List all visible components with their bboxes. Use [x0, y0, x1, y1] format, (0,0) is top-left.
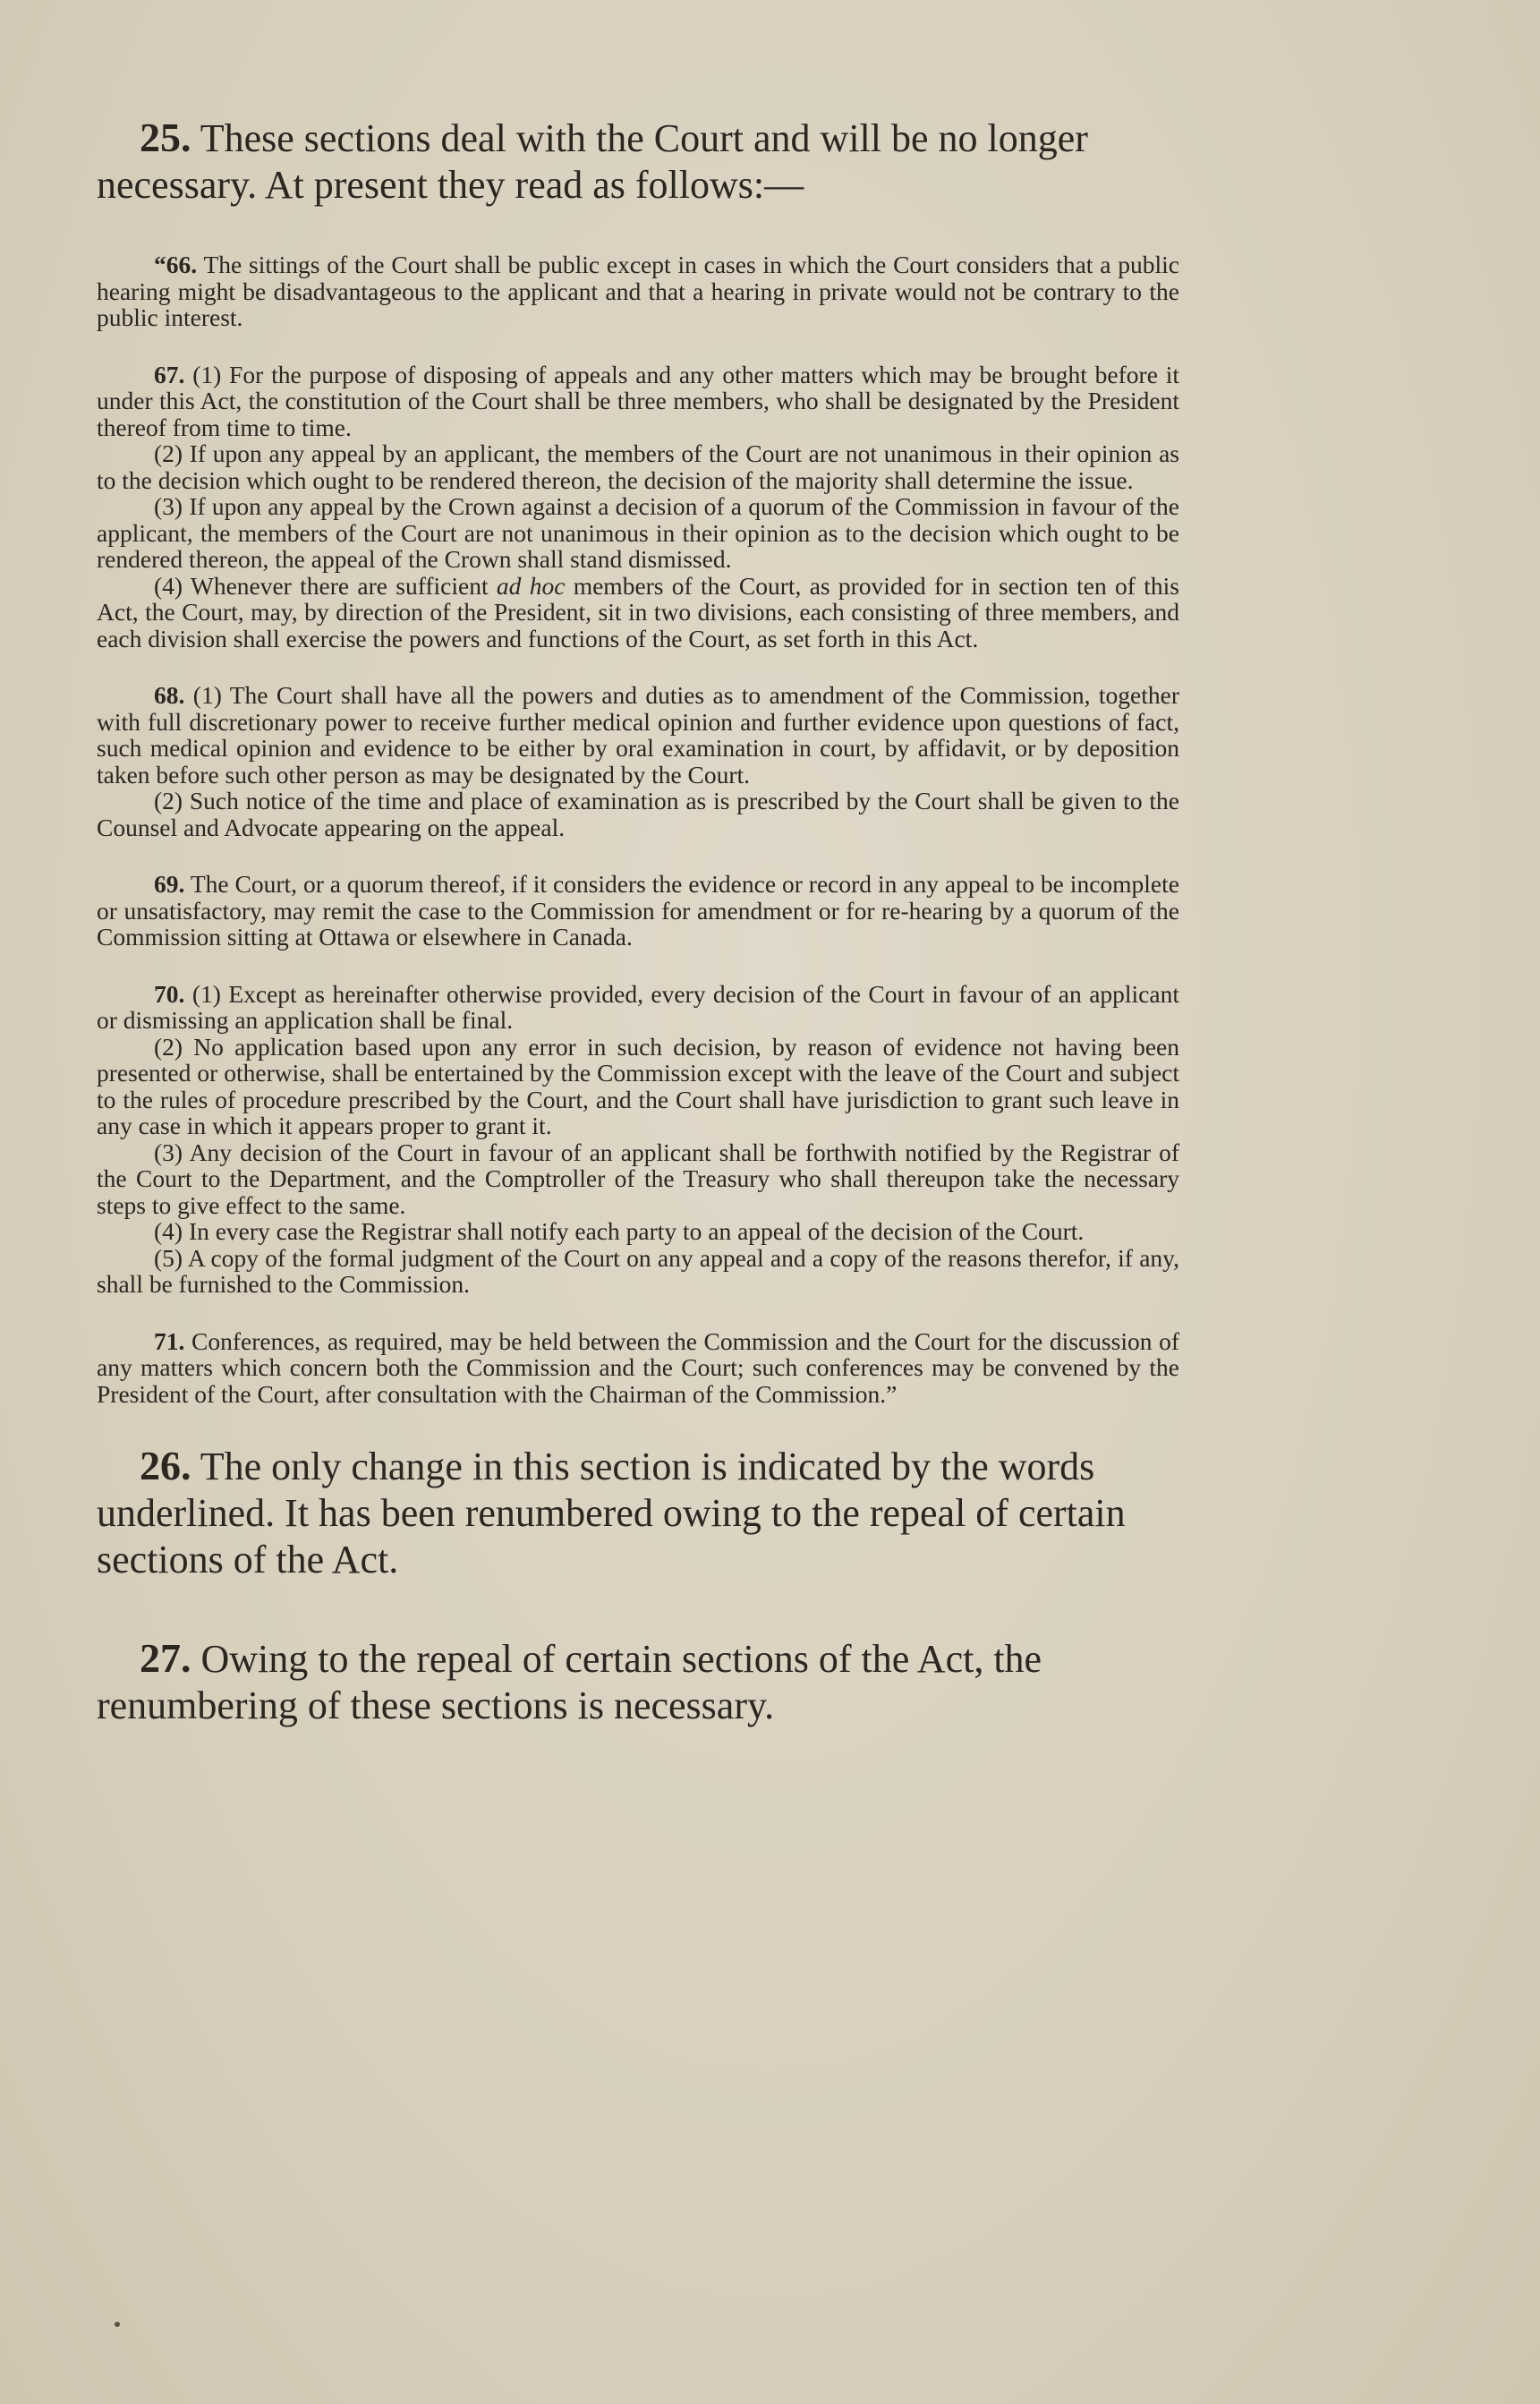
section-67-1	[97, 362, 1179, 441]
section-text: Owing to the repeal of certain sections of the Act, the renumbering of these sections is necessary.	[97, 1637, 1042, 1727]
section-text: (4) Whenever there are sufficient	[154, 571, 489, 600]
section-70-2: (2) No application based upon any error in such decision, by reason of evidence not having been presented or otherwise, shall be entertained by the Commission except with the leave of the Court and subject to the rules of procedure prescribed by the Court, and the Court shall have jurisdiction to grant such leave in any case in which it appears proper to grant it.	[97, 1032, 1179, 1139]
section-text: (1) Except as hereinafter otherwise provided, every decision of the Court in favour of an applicant or dismissing an application shall be final.	[97, 979, 1179, 1034]
section-70-4: (4) In every case the Registrar shall notify each party to an appeal of the decision of the Court.	[154, 1217, 1085, 1245]
section-67-4	[97, 573, 1179, 652]
section-70-5: (5) A copy of the formal judgment of the Court on any appeal and a copy of the reasons therefor, if any, shall be furnished to the Commission.	[97, 1243, 1179, 1298]
section-70-1	[97, 981, 1179, 1034]
section-70-3: (3) Any decision of the Court in favour of an applicant shall be forthwith notified by the Registrar of the Court to the Department, and the Comptroller of the Treasury who shall thereupon take the necessary steps to give effect to the same.	[97, 1138, 1179, 1219]
section-67-2: (2) If upon any appeal by an applicant, the members of the Court are not unanimous in their opinion as to the decision which ought to be rendered thereon, the decision of the majority shall determine the issue.	[97, 439, 1179, 494]
section-text: members of the Court, as provided for in section ten of this Act, the Court, may, by direction of the President, sit in two divisions, each consisting of three members, and each division shall exercise the powers and functions of the Court, as set forth in this Act.	[97, 571, 1179, 652]
section-text: These sections deal with the Court and will be no longer necessary. At present they read as follows:—	[97, 116, 1088, 207]
section-number: 27.	[140, 1635, 191, 1681]
section-26	[97, 1443, 1179, 1583]
italic-term: ad hoc	[496, 571, 566, 600]
section-number: 26.	[140, 1443, 191, 1488]
section-number: 69.	[154, 870, 185, 898]
section-text: (1) The Court shall have all the powers and duties as to amendment of the Commission, together with full discretionary power to receive further medical opinion and further evidence upon questions of fact, such medical opinion and evidence to be either by oral examination in court, by affidavit, or by deposition taken before such other person as may be designated by the Court.	[97, 681, 1180, 789]
section-text: The sittings of the Court shall be public except in cases in which the Court considers that a public hearing might be disadvantageous to the applicant and that a hearing in private would not be contrary to the public interest.	[97, 251, 1179, 331]
section-text: (1) For the purpose of disposing of appeals and any other matters which may be brought before it under this Act, the constitution of the Court shall be three members, who shall be designated by the President thereof from time to time.	[97, 360, 1180, 441]
section-text: The Court, or a quorum thereof, if it considers the evidence or record in any appeal to be incomplete or unsatisfactory, may remit the case to the Commission for amendment or for re-hearing by a quorum of the Commission sitting at Ottawa or elsewhere in Canada.	[97, 870, 1179, 951]
section-69	[97, 871, 1179, 951]
section-text: Conferences, as required, may be held between the Commission and the Court for the discussion of any matters which concern both the Commission and the Court; such conferences may be convened by the President of the Court, after consultation with the Chairman of the Commission.”	[97, 1326, 1180, 1408]
section-number: 25.	[140, 115, 191, 160]
section-number: “66.	[154, 251, 198, 278]
document-body	[97, 115, 1179, 1729]
section-number: 70.	[154, 979, 185, 1008]
page-speck	[115, 2322, 120, 2327]
section-27	[97, 1635, 1179, 1729]
section-25	[97, 115, 1179, 209]
section-66	[97, 251, 1179, 331]
section-number: 71.	[154, 1326, 185, 1355]
section-number: 68.	[154, 681, 185, 709]
quoted-sections	[97, 251, 1179, 1407]
section-number: 67.	[154, 360, 185, 388]
section-68-1	[97, 682, 1179, 788]
section-71	[97, 1328, 1179, 1408]
section-67-3: (3) If upon any appeal by the Crown against a decision of a quorum of the Commission in favour of the applicant, the members of the Court are not unanimous in their opinion as to the decision which ought to be rendered thereon, the appeal of the Crown shall stand dismissed.	[97, 492, 1179, 573]
section-text: The only change in this section is indicated by the words underlined. It has been renumbered owing to the repeal of certain sections of the Act.	[97, 1445, 1126, 1581]
section-68-2: (2) Such notice of the time and place of examination as is prescribed by the Court shall be given to the Counsel and Advocate appearing on the appeal.	[97, 787, 1179, 841]
